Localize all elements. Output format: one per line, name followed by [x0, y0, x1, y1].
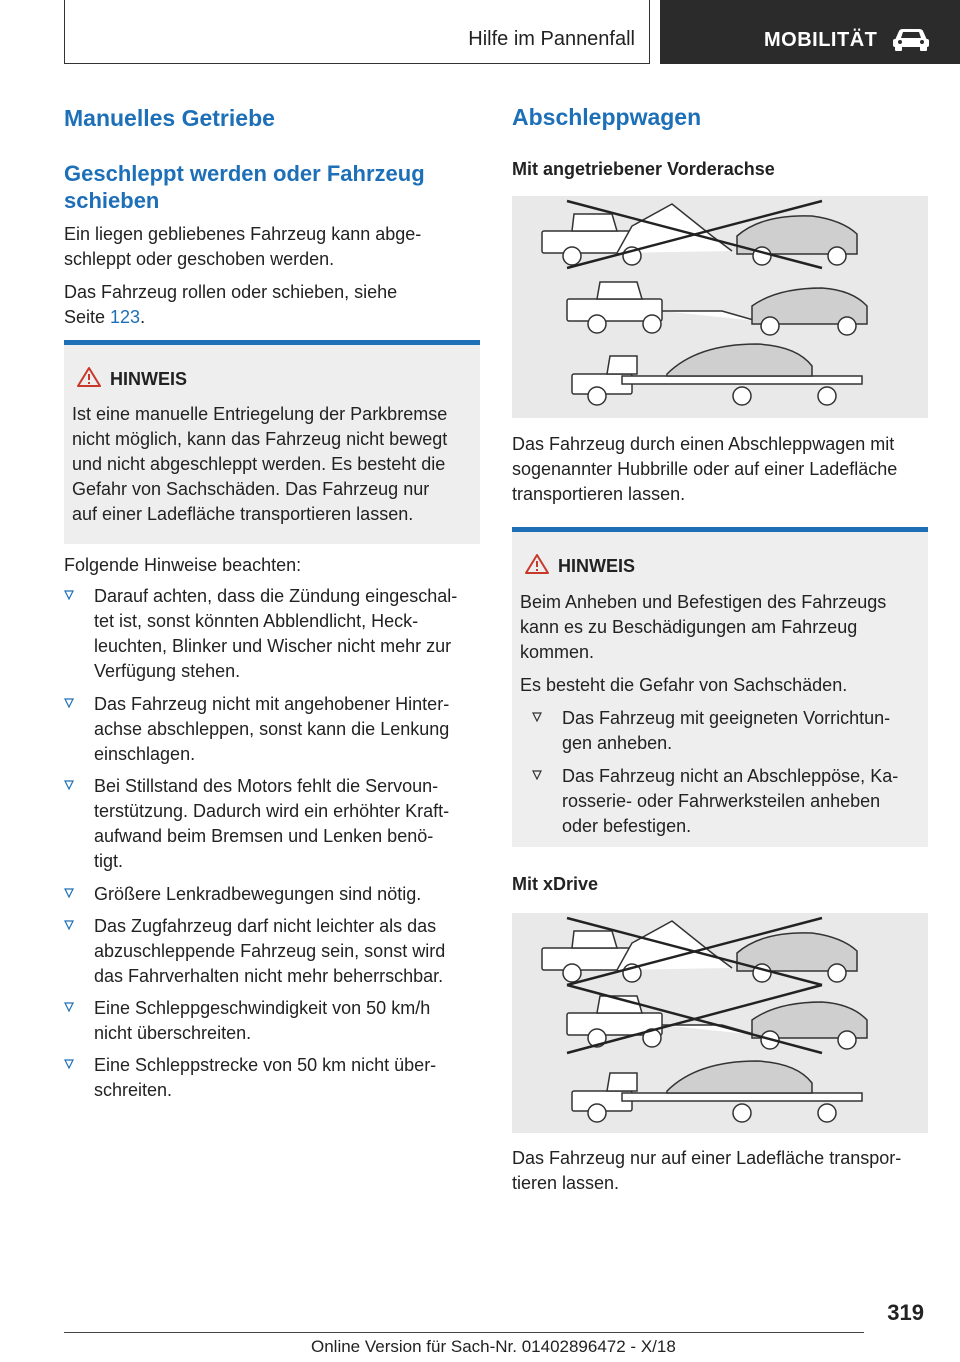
note-line: nicht möglich, kann das Fahrzeug nicht bewegt — [72, 429, 448, 449]
list-item-line: nicht überschreiten. — [94, 1023, 252, 1043]
list-item-line: tigt. — [94, 851, 124, 871]
page-number: 319 — [887, 1300, 924, 1325]
list-item-line: das Fahrverhalten nicht mehr beherrschbar. — [94, 966, 444, 986]
bullet-triangle-icon — [64, 698, 74, 708]
subheading-line-2: schieben — [64, 188, 160, 213]
list-item-line: Das Fahrzeug mit geeigneten Vorrichtun‐ — [562, 708, 891, 728]
note-title: HINWEIS — [558, 556, 636, 576]
page-reference-link[interactable]: 123 — [110, 307, 141, 327]
towing-illustration-front-axle — [512, 196, 928, 418]
caption2-line: tieren lassen. — [512, 1173, 620, 1193]
note-title: HINWEIS — [110, 369, 188, 389]
list-item-line: Das Fahrzeug nicht mit angehobener Hinter‐ — [94, 694, 450, 714]
list-item-line: leuchten, Blinker und Wischer nicht mehr zur — [94, 636, 452, 656]
bullet-triangle-icon — [64, 1059, 74, 1069]
note-line: Gefahr von Sachschäden. Das Fahrzeug nur — [72, 479, 430, 499]
warning-icon — [76, 366, 102, 388]
list-item-line: gen anheben. — [562, 733, 673, 753]
bullet-triangle-icon — [64, 590, 74, 600]
header-section-box — [660, 0, 960, 64]
list-item-line: tet ist, sonst könnten Abblendlicht, Heck‐ — [94, 611, 419, 631]
list-item-line: Bei Stillstand des Motors fehlt die Servoun‐ — [94, 776, 439, 796]
header-left-box — [64, 0, 650, 64]
list-item-line: terstützung. Dadurch wird ein erhöhter Kraft‐ — [94, 801, 450, 821]
list-item-line: Das Zugfahrzeug darf nicht leichter als das — [94, 916, 437, 936]
caption1-line: Das Fahrzeug durch einen Abschleppwagen mit — [512, 434, 895, 454]
list-item-line: Das Fahrzeug nicht an Abschleppöse, Ka‐ — [562, 766, 899, 786]
para1-line-2: schleppt oder geschoben werden. — [64, 249, 335, 269]
warning-icon — [524, 553, 550, 575]
towing-diagram — [512, 913, 928, 1133]
bullet-triangle-icon — [64, 888, 74, 898]
list-item-line: schreiten. — [94, 1080, 173, 1100]
subheading-xdrive: Mit xDrive — [512, 874, 599, 894]
bullet-triangle-icon — [64, 920, 74, 930]
para2-line-1: Das Fahrzeug rollen oder schieben, siehe — [64, 282, 398, 302]
list-item-line: rosserie- oder Fahrwerksteilen anheben — [562, 791, 881, 811]
note-box-right — [512, 527, 928, 847]
para2-prefix: Seite — [64, 307, 111, 327]
list-item-line: Eine Schleppgeschwindigkeit von 50 km/h — [94, 998, 431, 1018]
section-heading: Manuelles Getriebe — [64, 105, 275, 131]
para2-line-2 — [64, 305, 145, 330]
section-heading-right: Abschleppwagen — [512, 104, 702, 130]
list-item-line: oder befestigen. — [562, 816, 692, 836]
note-line: Es besteht die Gefahr von Sachschäden. — [520, 675, 848, 695]
bullet-triangle-icon — [64, 1002, 74, 1012]
header-title: Hilfe im Pannenfall — [468, 28, 635, 50]
header-section-label: MOBILITÄT — [764, 29, 878, 51]
bullet-triangle-icon — [532, 712, 542, 722]
caption1-line: sogenannter Hubbrille oder auf einer Ladefläche — [512, 459, 898, 479]
footer-text: Online Version für Sach-Nr. 01402896472 - X/18 — [311, 1337, 676, 1356]
caption1-line: transportieren lassen. — [512, 484, 686, 504]
bullet-triangle-icon — [532, 770, 542, 780]
para1-line-1: Ein liegen gebliebenes Fahrzeug kann abge‐ — [64, 224, 422, 244]
car-icon — [891, 26, 931, 52]
footer-divider — [64, 1332, 864, 1333]
note-line: kommen. — [520, 642, 595, 662]
bullet-triangle-icon — [64, 780, 74, 790]
list-item-line: achse abschleppen, sonst kann die Lenkung — [94, 719, 450, 739]
note-line: kann es zu Beschädigungen am Fahrzeug — [520, 617, 858, 637]
subheading-front-axle: Mit angetriebener Vorderachse — [512, 159, 775, 179]
list-item-line: abzuschleppende Fahrzeug sein, sonst wird — [94, 941, 446, 961]
subheading-line-1: Geschleppt werden oder Fahrzeug — [64, 161, 425, 186]
list-item-line: Darauf achten, dass die Zündung eingeschal‐ — [94, 586, 458, 606]
note-line: Ist eine manuelle Entriegelung der Parkbremse — [72, 404, 448, 424]
list-item-line: Eine Schleppstrecke von 50 km nicht über‐ — [94, 1055, 437, 1075]
para2-suffix: . — [140, 307, 146, 327]
towing-illustration-xdrive — [512, 913, 928, 1133]
bullets-intro: Folgende Hinweise beachten: — [64, 555, 302, 575]
list-item-line: aufwand beim Bremsen und Lenken benö‐ — [94, 826, 434, 846]
note-line: und nicht abgeschleppt werden. Es besteht die — [72, 454, 446, 474]
list-item-line: einschlagen. — [94, 744, 196, 764]
list-item-line: Größere Lenkradbewegungen sind nötig. — [94, 884, 422, 904]
note-line: Beim Anheben und Befestigen des Fahrzeugs — [520, 592, 887, 612]
towing-diagram — [512, 196, 928, 418]
list-item-line: Verfügung stehen. — [94, 661, 241, 681]
note-box-left — [64, 340, 480, 544]
note-line: auf einer Ladefläche transportieren lassen. — [72, 504, 414, 524]
caption2-line: Das Fahrzeug nur auf einer Ladefläche transpor‐ — [512, 1148, 902, 1168]
